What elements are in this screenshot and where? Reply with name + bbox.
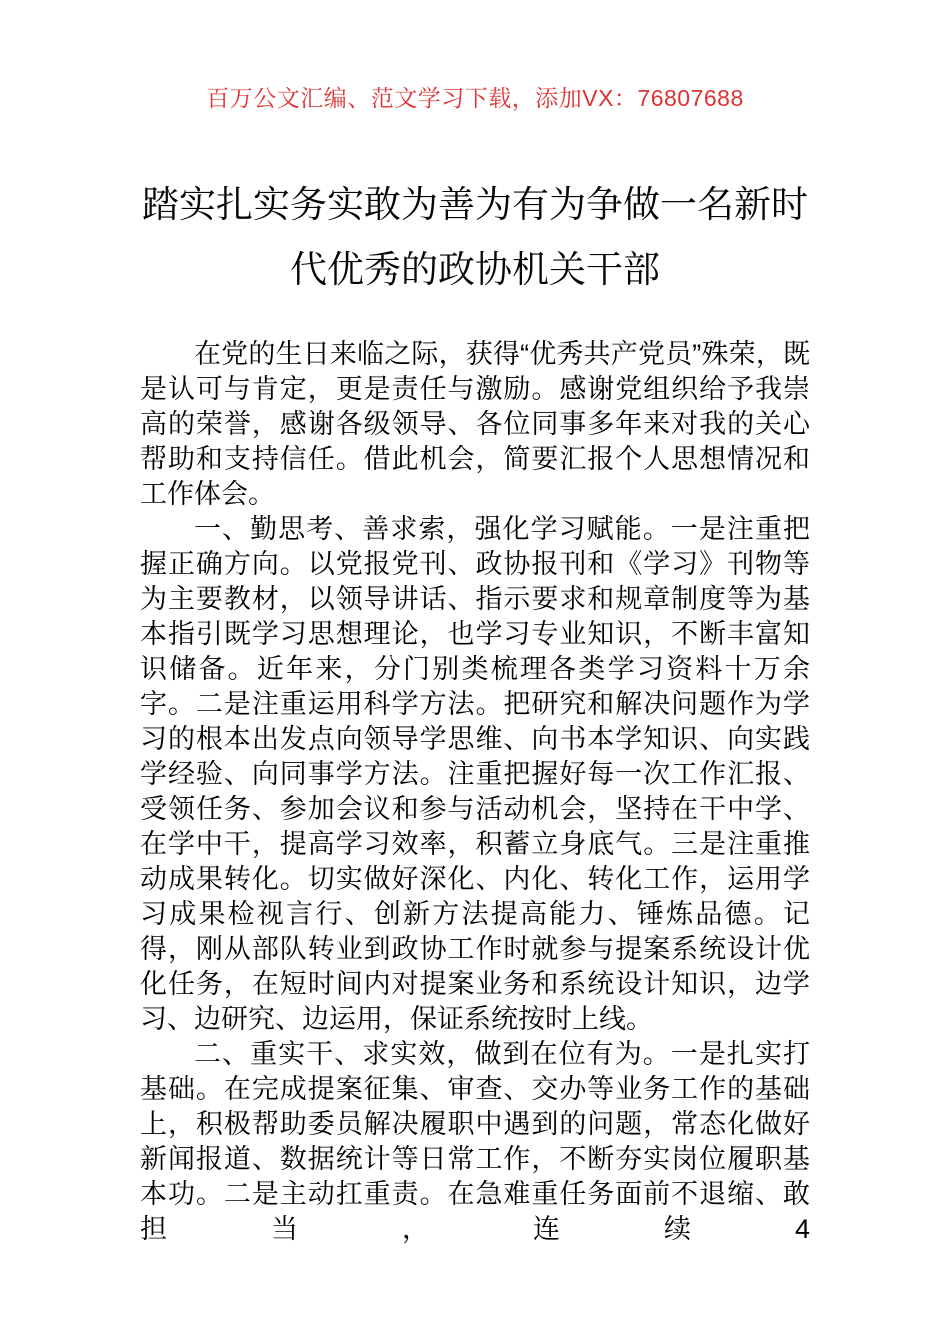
promo-banner-text: 百万公文汇编、范文学习下载，添加VX：76807688 xyxy=(206,85,744,111)
title-line-1: 踏实扎实务实敢为善为有为争做一名新时 xyxy=(142,184,808,225)
promo-banner xyxy=(0,0,950,112)
document-title xyxy=(0,172,950,302)
paragraph-intro: 在党的生日来临之际，获得“优秀共产党员”殊荣，既是认可与肯定，更是责任与激励。感谢党组织给予我崇高的荣誉，感谢各级领导、各位同事多年来对我的关心帮助和支持信任。借此机会，简要汇报个人思想情况和工作体会。 xyxy=(140,339,810,509)
document-body xyxy=(140,337,810,1247)
paragraph-section-2: 二、重实干、求实效，做到在位有为。一是扎实打基础。在完成提案征集、审查、交办等业务工作的基础上，积极帮助委员解决履职中遇到的问题，常态化做好新闻报道、数据统计等日常工作，不断夯实岗位履职基本功。二是主动扛重责。在急难重任务面前不退缩、敢担当，连续4 xyxy=(140,1039,810,1244)
paragraph-section-1: 一、勤思考、善求索，强化学习赋能。一是注重把握正确方向。以党报党刊、政协报刊和《学习》刊物等为主要教材，以领导讲话、指示要求和规章制度等为基本指引既学习思想理论，也学习专业知识，不断丰富知识储备。近年来，分门别类梳理各类学习资料十万余字。二是注重运用科学方法。把研究和解决问题作为学习的根本出发点向领导学思维、向书本学知识、向实践学经验、向同事学方法。注重把握好每一次工作汇报、受领任务、参加会议和参与活动机会，坚持在干中学、在学中干，提高学习效率，积蓄立身底气。三是注重推动成果转化。切实做好深化、内化、转化工作，运用学习成果检视言行、创新方法提高能力、锤炼品德。记得，刚从部队转业到政协工作时就参与提案系统设计优化任务，在短时间内对提案业务和系统设计知识，边学习、边研究、边运用，保证系统按时上线。 xyxy=(140,514,810,1034)
title-line-2: 代优秀的政协机关干部 xyxy=(290,249,660,290)
